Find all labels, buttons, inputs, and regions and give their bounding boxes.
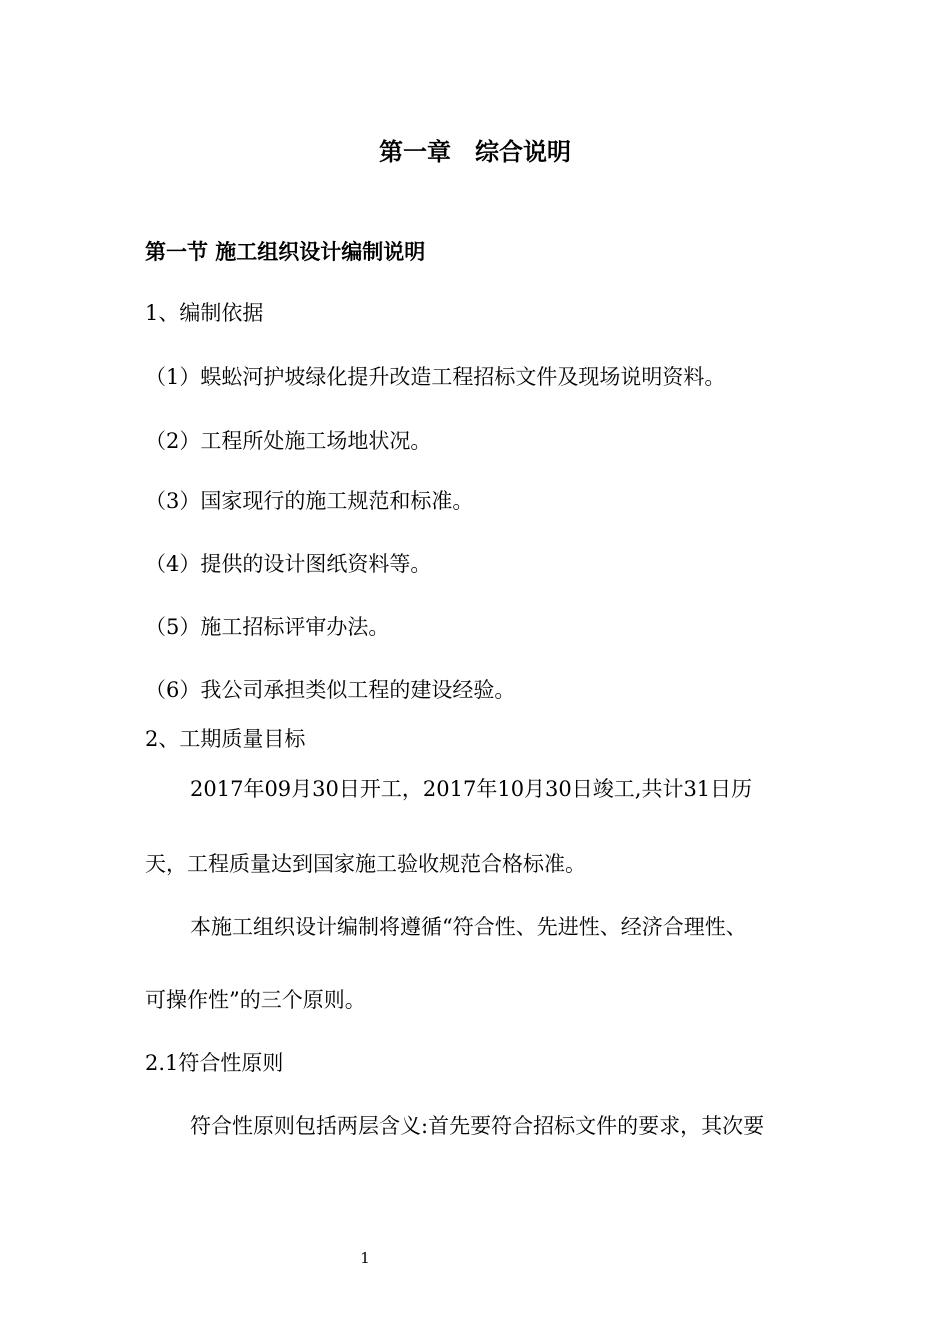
conformity-paragraph-line-1: 符合性原则包括两层含义:首先要符合招标文件的要求，其次要 <box>190 1114 765 1138</box>
basis-item-2: （2）工程所处施工场地状况。 <box>145 429 432 453</box>
chapter-title: 第一章 综合说明 <box>379 138 571 166</box>
basis-item-5: （5）施工招标评审办法。 <box>145 615 390 639</box>
basis-heading: 1、编制依据 <box>145 301 264 325</box>
basis-item-6: （6）我公司承担类似工程的建设经验。 <box>145 678 516 702</box>
conformity-heading: 2.1符合性原则 <box>145 1051 284 1075</box>
section-title: 第一节 施工组织设计编制说明 <box>145 240 426 264</box>
basis-item-4: （4）提供的设计图纸资料等。 <box>145 552 432 576</box>
page-number: 1 <box>360 1249 370 1267</box>
schedule-heading: 2、工期质量目标 <box>145 727 306 751</box>
basis-item-1: （1）蜈蚣河护坡绿化提升改造工程招标文件及现场说明资料。 <box>145 365 726 389</box>
schedule-paragraph-line-2: 天，工程质量达到国家施工验收规范合格标准。 <box>145 852 586 876</box>
basis-item-3: （3）国家现行的施工规范和标准。 <box>145 489 474 513</box>
principle-paragraph-line-1: 本施工组织设计编制将遵循“符合性、先进性、经济合理性、 <box>190 915 747 939</box>
schedule-paragraph-line-1: 2017年09月30日开工，2017年10月30日竣工,共计31日历 <box>190 777 753 801</box>
principle-paragraph-line-2: 可操作性”的三个原则。 <box>145 988 366 1012</box>
